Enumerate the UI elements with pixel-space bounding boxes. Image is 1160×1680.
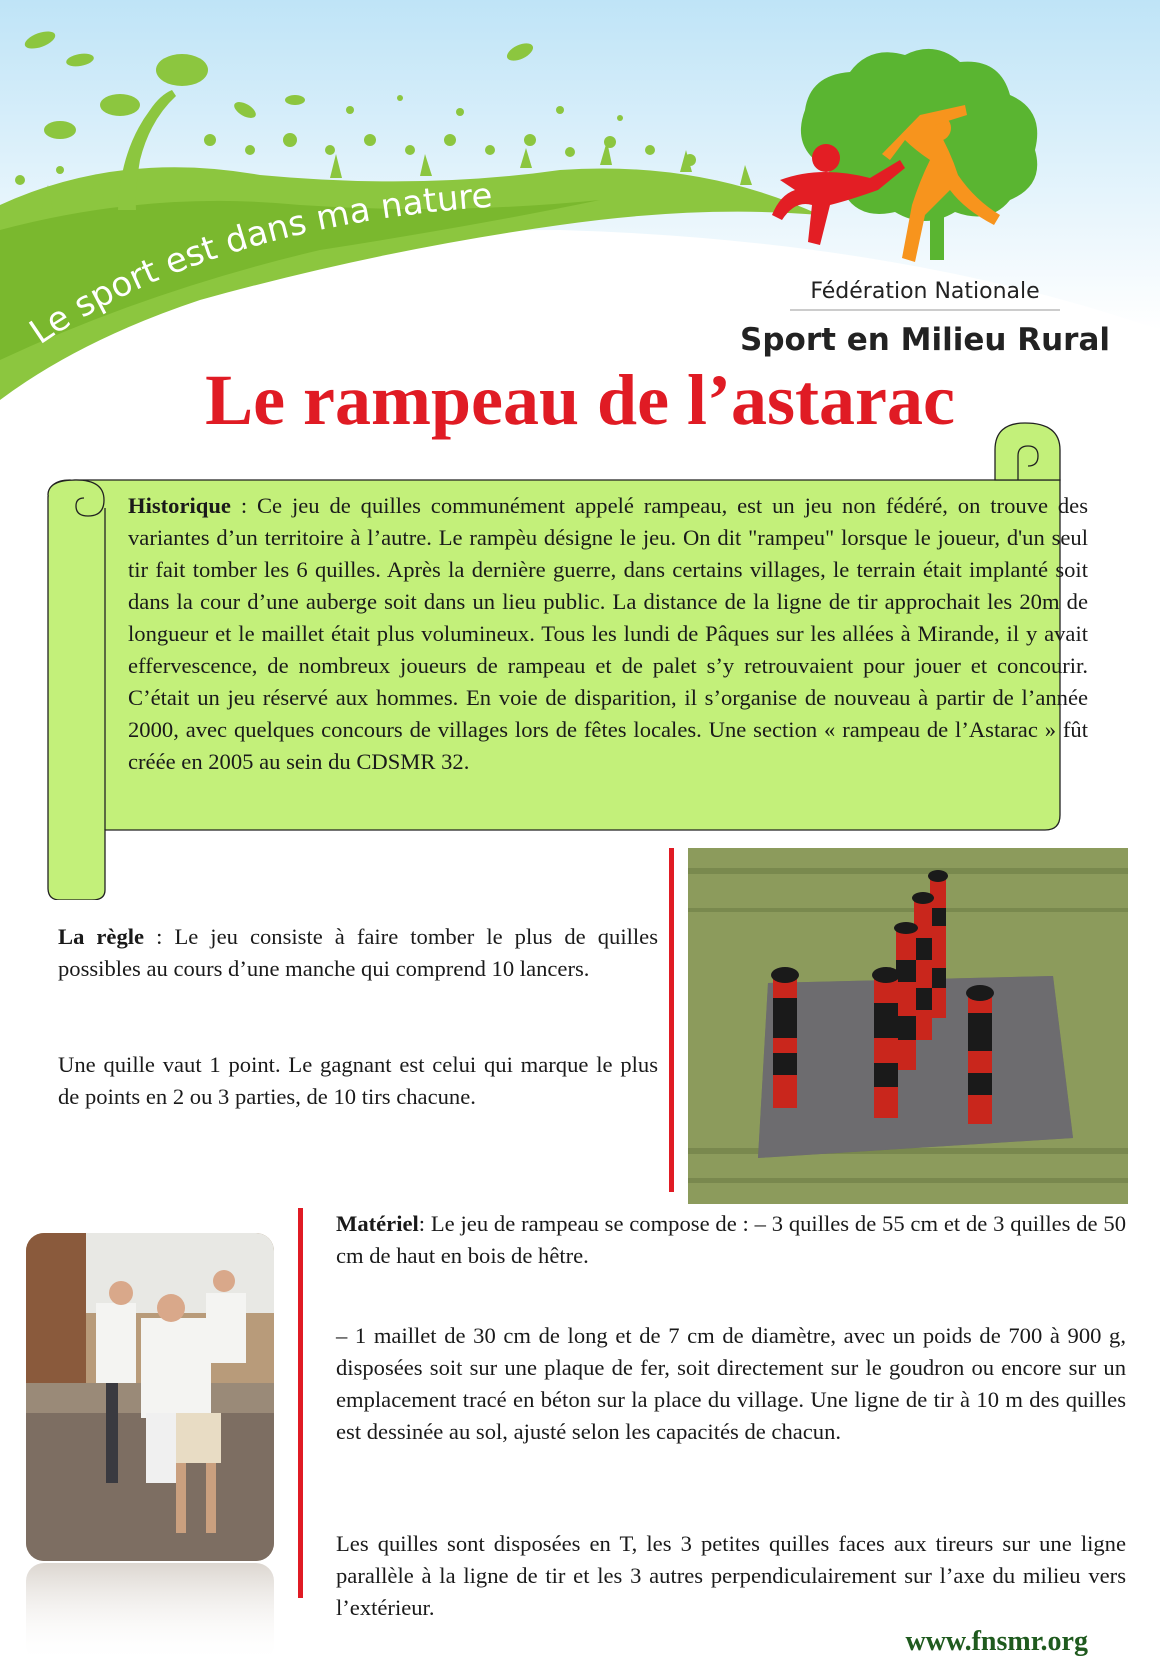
materiel-paragraph-2: – 1 maillet de 30 cm de long et de 7 cm de diamètre, avec un poids de 700 à 900 g, disposées soit sur une plaque de fer, soit directement sur le goudron ou encore sur un emplacement tracé en béton sur la place du village. Une ligne de tir à 10 m des quilles est dessinée au sol, ajusté selon les capacités de chacun. [336, 1323, 1126, 1444]
regle-text: : Le jeu consiste à faire tomber le plus de quilles possibles au cours d’une manche qui comprend 10 lancers. [58, 924, 658, 981]
red-divider [669, 848, 674, 1192]
historique-label: Historique [128, 493, 231, 518]
website-link[interactable]: www.fnsmr.org [905, 1626, 1088, 1657]
header-banner [0, 0, 1160, 420]
photo-reflection [26, 1563, 274, 1663]
org-line2: Sport en Milieu Rural [740, 322, 1110, 358]
historique-paragraph [128, 490, 1088, 778]
regle-paragraph-2: Une quille vaut 1 point. Le gagnant est celui qui marque le plus de points en 2 ou 3 parties, de 10 tirs chacune. [58, 1052, 658, 1109]
materiel-text: : Le jeu de rampeau se compose de : – 3 quilles de 55 cm et de 3 quilles de 50 cm de haut en bois de hêtre. [336, 1211, 1126, 1268]
materiel-label: Matériel [336, 1211, 419, 1236]
materiel-paragraph-3: Les quilles sont disposées en T, les 3 petites quilles faces aux tireurs sur une ligne parallèle à la ligne de tir et les 3 autres perpendiculairement sur l’axe du milieu vers l’extérieur. [336, 1531, 1126, 1620]
materiel-paragraph [336, 1208, 1126, 1272]
quilles-photo [688, 848, 1128, 1204]
regle-paragraph [58, 921, 658, 985]
players-photo [26, 1233, 274, 1561]
regle-label: La règle [58, 924, 145, 949]
page-title: Le rampeau de l’astarac [205, 360, 955, 440]
historique-text: : Ce jeu de quilles communément appelé rampeau, est un jeu non fédéré, on trouve des variantes d’un territoire à l’autre. Le rampèu désigne le jeu. On dit "rampeu" lorsque le joueur, d'un seul tir fait tomber les 6 quilles. Après la dernière guerre, dans certains villages, le terrain était implanté soit dans la cour d’une auberge soit dans un lieu public. La distance de la ligne de tir approchait les 20m de longueur et le maillet était plus volumineux. Tous les lundi de Pâques sur les allées à Mirande, il y avait effervescence, de nombreux joueurs de rampeau et de palet s’y retrouvaient pour jouer et concourir. C’était un jeu réservé aux hommes. En voie de disparition, il s’organise de nouveau à partir de l’année 2000, avec quelques concours de villages lors de fêtes locales. Une section « rampeau de l’Astarac » fût créée en 2005 au sein du CDSMR 32. [128, 493, 1088, 774]
org-line1: Fédération Nationale [810, 279, 1040, 304]
slogan-text: Le sport est dans ma nature [22, 175, 494, 353]
red-divider-2 [298, 1208, 303, 1598]
